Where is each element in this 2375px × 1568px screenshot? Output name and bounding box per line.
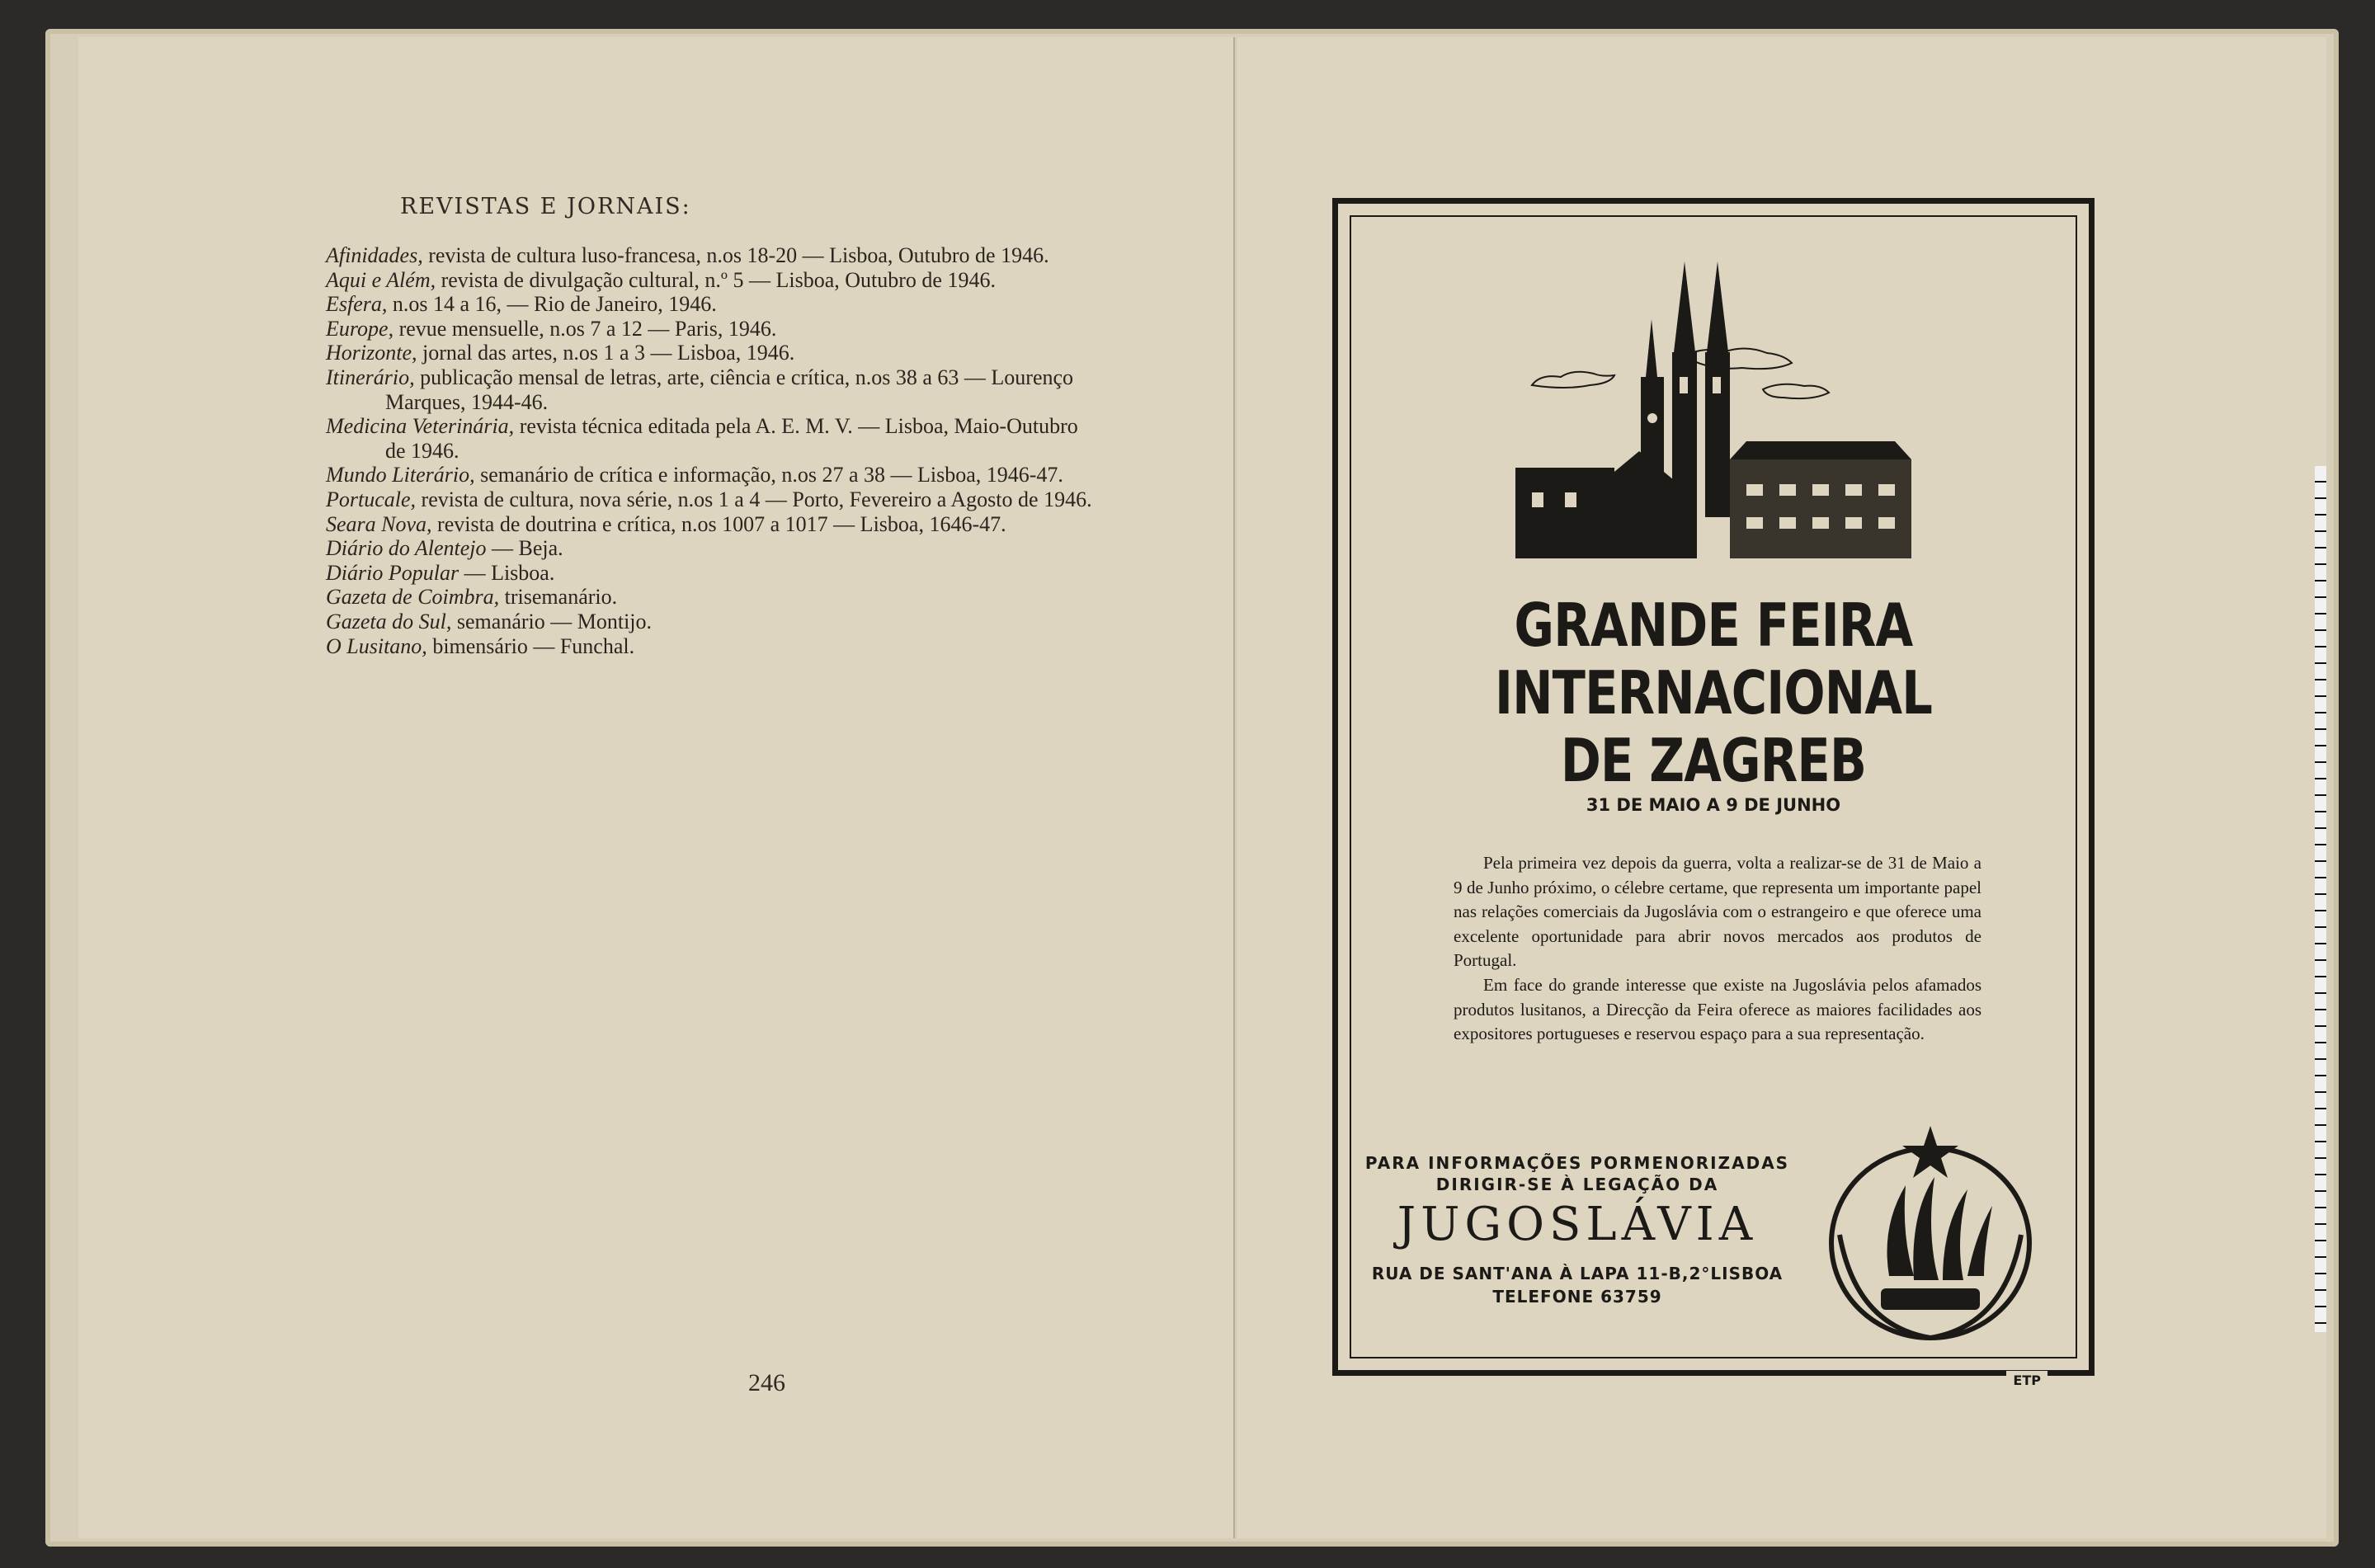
- contact-heading: PARA INFORMAÇÕES PORMENORIZADAS DIRIGIR-SE À LEGAÇÃO DA: [1364, 1153, 1790, 1194]
- advert-body: [1454, 851, 1982, 1047]
- list-item: Gazeta de Coimbra, trisemanário.: [326, 585, 618, 610]
- list-item: Mundo Literário, semanário de crítica e informação, n.os 27 a 38 — Lisboa, 1946-47.: [326, 463, 1063, 487]
- left-page: [78, 37, 1235, 1538]
- list-item: Horizonte, jornal das artes, n.os 1 a 3 — Lisboa, 1946.: [326, 341, 795, 365]
- list-item: Seara Nova, revista de doutrina e crítica, n.os 1007 a 1017 — Lisboa, 1646-47.: [326, 511, 1006, 536]
- list-item: Gazeta do Sul, semanário — Montijo.: [326, 609, 653, 633]
- phone-line: TELEFONE 63759: [1492, 1287, 1662, 1307]
- list-item: Medicina Veterinária, revista técnica editada pela A. E. M. V. — Lisboa, Maio-Outubro de 1946.: [326, 414, 1078, 463]
- list-item: Diário do Alentejo — Beja.: [326, 536, 563, 561]
- list-item: Itinerário, publicação mensal de letras, arte, ciência e crítica, n.os 38 a 63 — Lourenço Marques, 1944-46.: [326, 365, 1074, 414]
- printer-mark: ETP: [2006, 1371, 2047, 1390]
- page-number: 246: [748, 1369, 785, 1396]
- list-item: Diário Popular — Lisboa.: [326, 560, 555, 585]
- title-line-1: GRANDE FEIRA: [1514, 591, 1913, 660]
- scale-ruler: [2315, 466, 2326, 1332]
- right-page: [1237, 37, 2326, 1538]
- fair-title: [1406, 591, 2021, 794]
- title-line-2: INTERNACIONAL: [1494, 658, 1933, 727]
- yugoslav-coat-of-arms-icon: [1807, 1111, 2054, 1358]
- section-heading: REVISTAS E JORNAIS:: [400, 194, 691, 219]
- list-item: O Lusitano, bimensário — Funchal.: [326, 633, 635, 658]
- body-paragraph: Pela primeira vez depois da guerra, volta a realizar-se de 31 de Maio a 9 de Junho próximo, o célebre certame, que representa um importante papel nas relações comerciais da Jugoslávia com o estrangeiro e que oferece uma excelente oportunidade para abrir novos mercados aos produtos de Portugal.: [1454, 853, 1982, 971]
- periodicals-list: [326, 243, 1101, 658]
- list-item: Aqui e Além, revista de divulgação cultural, n.º 5 — Lisboa, Outubro de 1946.: [326, 267, 996, 292]
- open-book: [45, 29, 2339, 1547]
- list-item: Europe, revue mensuelle, n.os 7 a 12 — Paris, 1946.: [326, 316, 777, 341]
- list-item: Afinidades, revista de cultura luso-francesa, n.os 18-20 — Lisboa, Outubro de 1946.: [326, 243, 1049, 267]
- list-item: Esfera, n.os 14 a 16, — Rio de Janeiro, 1946.: [326, 292, 717, 317]
- contact-address: [1355, 1262, 1800, 1308]
- advertisement: [1332, 198, 2095, 1388]
- fair-dates: 31 DE MAIO A 9 DE JUNHO: [1586, 795, 1841, 815]
- title-line-3: DE ZAGREB: [1560, 726, 1867, 795]
- address-line: RUA DE SANT'ANA À LAPA 11-B,2°LISBOA: [1371, 1264, 1784, 1283]
- body-paragraph: Em face do grande interesse que existe na Jugoslávia pelos afamados produtos lusitanos, a Direcção da Feira oferece as maiores facilidades aos expositores portugueses e reservou espaço para a sua representação.: [1454, 974, 1982, 1044]
- zagreb-skyline-illustration: [1499, 253, 1928, 558]
- country-name: JUGOSLÁVIA: [1397, 1198, 1758, 1251]
- list-item: Portucale, revista de cultura, nova série, n.os 1 a 4 — Porto, Fevereiro a Agosto de 1946.: [326, 487, 1092, 511]
